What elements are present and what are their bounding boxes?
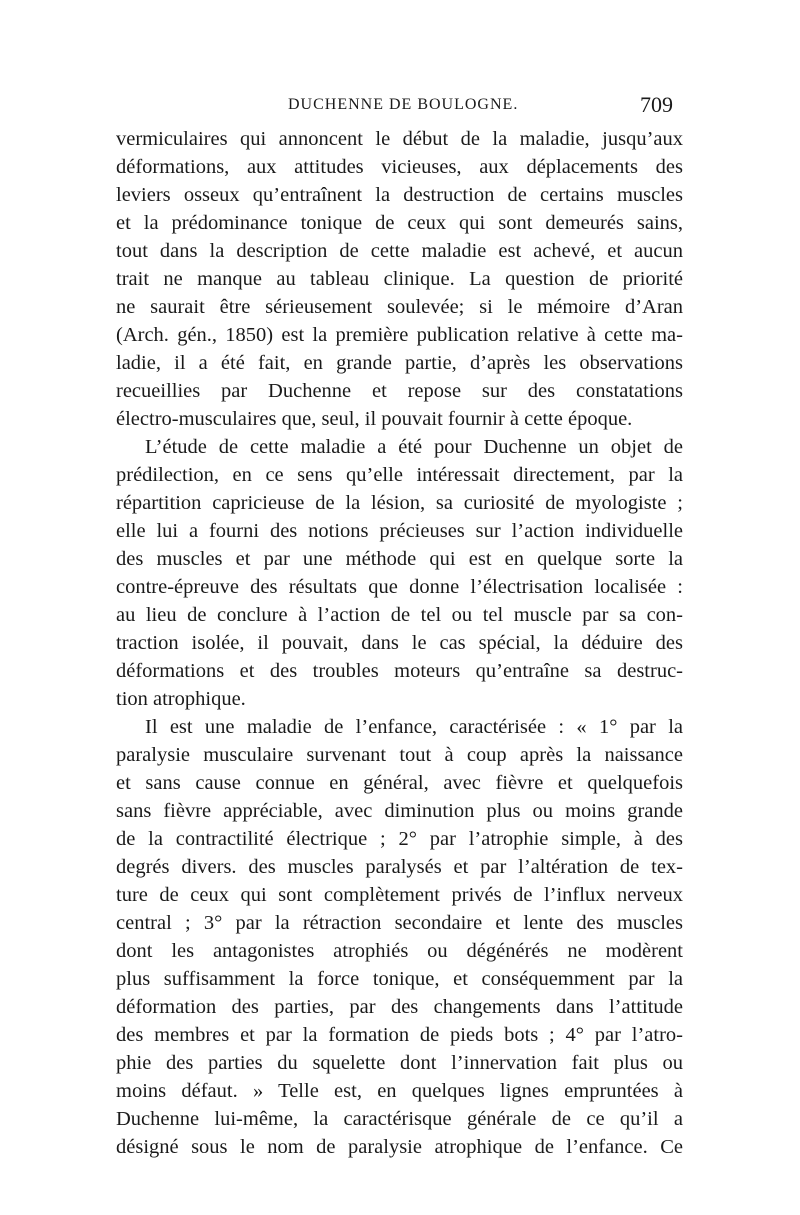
text-line: recueillies par Duchenne et repose sur des constatations [116,380,683,402]
text-line: moins défaut. » Telle est, en quelques lignes empruntées à [116,1080,683,1102]
text-line: électro-musculaires que, seul, il pouvait fournir à cette époque. [116,408,633,430]
text-line: déformations et des troubles moteurs qu’entraîne sa destruc- [116,660,683,682]
running-title: DUCHENNE DE BOULOGNE. [288,96,519,113]
text-line: traction isolée, il pouvait, dans le cas spécial, la déduire des [116,632,683,654]
text-line: et la prédominance tonique de ceux qui sont demeurés sains, [116,212,683,234]
text-line: des muscles et par une méthode qui est en quelque sorte la [116,548,683,570]
text-line: déformation des parties, par des changements dans l’attitude [116,996,683,1018]
text-line: ladie, il a été fait, en grande partie, d’après les observations [116,352,683,374]
text-line: degrés divers. des muscles paralysés et par l’altération de tex- [116,856,683,878]
text-line: (Arch. gén., 1850) est la première publication relative à cette ma- [116,324,683,346]
text-line: ne saurait être sérieusement soulevée; si le mémoire d’Aran [116,296,683,318]
paragraph-start-line: Il est une maladie de l’enfance, caractérisée : « 1° par la [145,716,683,738]
page-number: 709 [640,92,673,117]
text-line: plus suffisamment la force tonique, et conséquemment par la [116,968,683,990]
paragraph-start-line: L’étude de cette maladie a été pour Duchenne un objet de [145,436,683,458]
text-line: de la contractilité électrique ; 2° par l’atrophie simple, à des [116,828,683,850]
text-line: vermiculaires qui annoncent le début de la maladie, jusqu’aux [116,128,683,150]
text-line: phie des parties du squelette dont l’innervation fait plus ou [116,1052,683,1074]
text-line: paralysie musculaire survenant tout à coup après la naissance [116,744,683,766]
text-line: et sans cause connue en général, avec fièvre et quelquefois [116,772,683,794]
text-line: sans fièvre appréciable, avec diminution plus ou moins grande [116,800,683,822]
text-line: déformations, aux attitudes vicieuses, aux déplacements des [116,156,683,178]
text-line: au lieu de conclure à l’action de tel ou tel muscle par sa con- [116,604,683,626]
text-line: trait ne manque au tableau clinique. La question de priorité [116,268,683,290]
text-line: tout dans la description de cette maladie est achevé, et aucun [116,240,683,262]
text-line: des membres et par la formation de pieds bots ; 4° par l’atro- [116,1024,683,1046]
text-line: désigné sous le nom de paralysie atrophique de l’enfance. Ce [116,1136,683,1158]
text-line: ture de ceux qui sont complètement privés de l’influx nerveux [116,884,683,906]
text-line: prédilection, en ce sens qu’elle intéressait directement, par la [116,464,683,486]
text-line: tion atrophique. [116,688,246,710]
text-line: leviers osseux qu’entraînent la destruction de certains muscles [116,184,683,206]
text-line: elle lui a fourni des notions précieuses sur l’action individuelle [116,520,683,542]
text-line: Duchenne lui-même, la caractérisque générale de ce qu’il a [116,1108,683,1130]
text-line: répartition capricieuse de la lésion, sa curiosité de myologiste ; [116,492,683,514]
text-line: dont les antagonistes atrophiés ou dégénérés ne modèrent [116,940,683,962]
text-line: central ; 3° par la rétraction secondaire et lente des muscles [116,912,683,934]
text-line: contre-épreuve des résultats que donne l’électrisation localisée : [116,576,683,598]
